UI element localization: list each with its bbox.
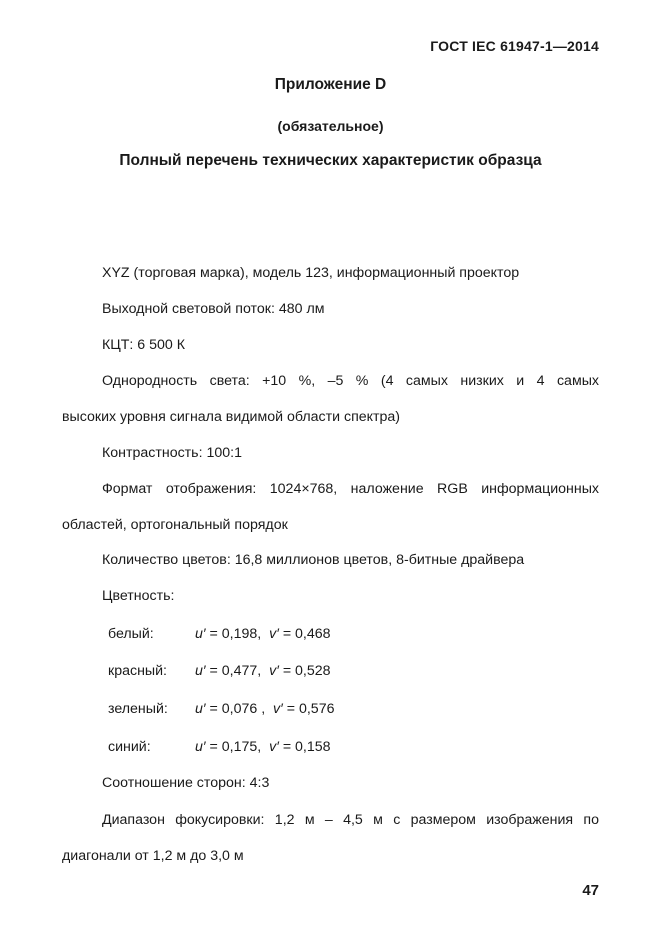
spec-focus-line2: диагонали от 1,2 м до 3,0 м xyxy=(62,848,244,864)
spec-aspect-ratio xyxy=(62,765,599,801)
chromaticity-v xyxy=(269,626,330,642)
spec-cct-text: КЦТ: 6 500 К xyxy=(102,337,186,353)
chromaticity-u xyxy=(195,626,261,642)
spec-uniformity-line1: Однородность света: +10 %, –5 % (4 самых низких и 4 самых xyxy=(102,373,599,389)
page-number: 47 xyxy=(582,882,599,899)
spec-uniformity xyxy=(62,363,599,435)
chromaticity-row xyxy=(108,624,331,644)
chromaticity-u xyxy=(195,739,261,755)
spec-format-line1: Формат отображения: 1024×768, наложение RGB информационных xyxy=(102,481,599,497)
chromaticity-row xyxy=(108,661,331,681)
spec-contrast xyxy=(62,435,599,471)
spec-format-line2: областей, ортогональный порядок xyxy=(62,517,288,533)
spec-colors-count-text: Количество цветов: 16,8 миллионов цветов, 8-битные драйвера xyxy=(102,552,525,568)
v-symbol: v′ xyxy=(269,739,279,755)
u-value: = 0,198, xyxy=(209,626,262,642)
spec-light-output-text: Выходной световой поток: 480 лм xyxy=(102,301,325,317)
spec-aspect-ratio-text: Соотношение сторон: 4:3 xyxy=(102,775,270,791)
v-value: = 0,158 xyxy=(282,739,331,755)
spec-light-output xyxy=(62,291,599,327)
v-symbol: v′ xyxy=(269,663,279,679)
v-value: = 0,468 xyxy=(282,626,331,642)
u-value: = 0,076 , xyxy=(209,701,266,717)
chromaticity-color-name: белый: xyxy=(108,626,154,642)
spec-focus-range xyxy=(62,802,599,874)
chromaticity-u xyxy=(195,701,265,717)
v-symbol: v′ xyxy=(273,701,283,717)
chromaticity-v xyxy=(269,739,330,755)
appendix-status: (обязательное) xyxy=(277,118,384,134)
v-value: = 0,528 xyxy=(282,663,331,679)
chromaticity-color-name: синий: xyxy=(108,739,151,755)
appendix-heading: Полный перечень технических характеристик образца xyxy=(119,152,542,169)
spec-uniformity-line2: высоких уровня сигнала видимой области спектра) xyxy=(62,409,401,425)
spec-format xyxy=(62,471,599,543)
chromaticity-v xyxy=(269,663,330,679)
u-value: = 0,477, xyxy=(209,663,262,679)
spec-colors-count xyxy=(62,542,599,578)
chromaticity-v xyxy=(273,701,334,717)
v-symbol: v′ xyxy=(269,626,279,642)
u-symbol: u′ xyxy=(195,739,206,755)
v-value: = 0,576 xyxy=(286,701,335,717)
spec-cct xyxy=(62,327,599,363)
chromaticity-color-name: зеленый: xyxy=(108,701,168,717)
chromaticity-row xyxy=(108,699,334,719)
chromaticity-u xyxy=(195,663,261,679)
u-symbol: u′ xyxy=(195,701,206,717)
u-value: = 0,175, xyxy=(209,739,262,755)
appendix-title: Приложение D xyxy=(274,76,387,93)
spec-product xyxy=(62,255,599,291)
document-standard-code: ГОСТ IEC 61947-1—2014 xyxy=(430,38,599,54)
u-symbol: u′ xyxy=(195,663,206,679)
spec-focus-line1: Диапазон фокусировки: 1,2 м – 4,5 м с размером изображения по xyxy=(102,812,599,828)
spec-chromaticity-label-text: Цветность: xyxy=(102,588,175,604)
chromaticity-row xyxy=(108,737,331,757)
chromaticity-color-name: красный: xyxy=(108,663,167,679)
u-symbol: u′ xyxy=(195,626,206,642)
spec-contrast-text: Контрастность: 100:1 xyxy=(102,445,242,461)
spec-product-text: XYZ (торговая марка), модель 123, информационный проектор xyxy=(102,265,520,281)
spec-chromaticity-label xyxy=(62,578,599,614)
